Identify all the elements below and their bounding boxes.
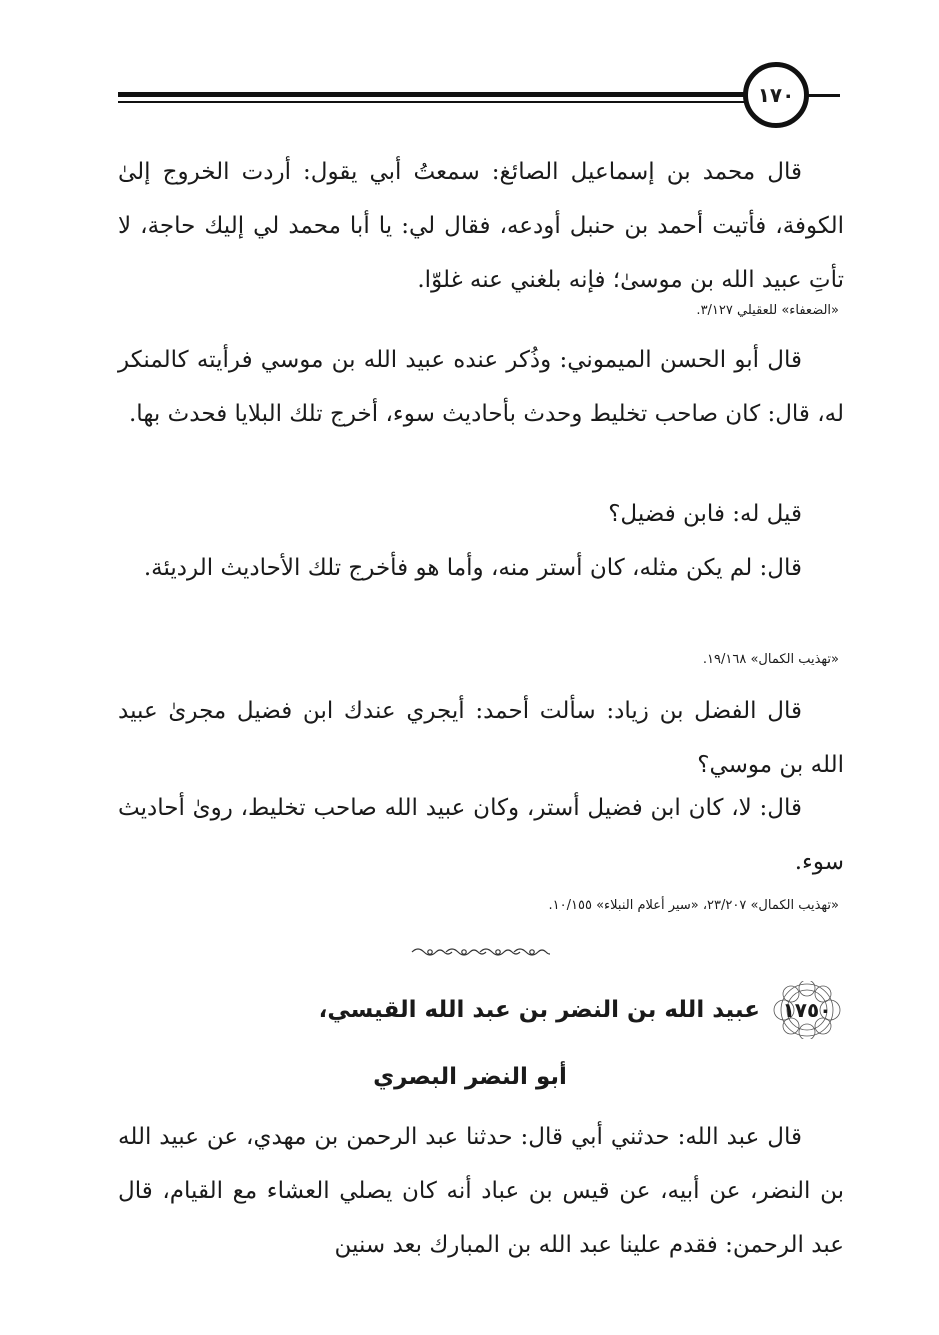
paragraph-7-block [118,1110,844,1272]
paragraph: قال: لم يكن مثله، كان أستر منه، وأما هو فأخرج تلك الأحاديث الرديئة. [143,555,802,581]
entry-subtitle: أبو النضر البصري [373,1064,567,1090]
entry-title: عبيد الله بن النضر بن عبد الله القيسي، [318,997,760,1023]
paragraph-1-block [118,145,844,307]
source-citation: «الضعفاء» للعقيلي ٣/١٢٧. [696,303,839,318]
paragraph-5-block [118,684,844,792]
entry-number-badge [768,981,846,1039]
paragraph-4-block [118,541,844,595]
paragraph: قال عبد الله: حدثني أبي قال: حدثنا عبد الرحمن بن مهدي، عن عبيد الله بن النضر، عن أبيه، عن قيس بن عباد أنه كان يصلي العشاء مع القيام، قال عبد الرحمن: فقدم علينا عبد الله بن المبارك بعد سنين [118,1124,844,1258]
paragraph-3-block [118,488,844,540]
header-rule-thin [118,101,763,103]
paragraph: قال: لا، كان ابن فضيل أستر، وكان عبيد الله صاحب تخليط، روىٰ أحاديث سوء. [118,795,844,875]
ornament-divider [410,945,550,959]
entry-number: ١٧٥٠ [782,998,832,1022]
paragraph-6-block [118,781,844,889]
source-citation: «تهذيب الكمال» ٢٣/٢٠٧، «سير أعلام النبلاء» ١٠/١٥٥. [548,898,839,913]
paragraph: قال محمد بن إسماعيل الصائغ: سمعتُ أبي يقول: أردت الخروج إلىٰ الكوفة، فأتيت أحمد بن حنبل أودعه، فقال لي: يا أبا محمد لي إليك حاجة، لا تأتِ عبيد الله بن موسىٰ؛ فإنه بلغني عنه غلوّا. [118,159,844,293]
page-header [0,0,939,140]
source-citation: «تهذيب الكمال» ١٩/١٦٨. [702,652,839,667]
paragraph-2-block [118,333,844,441]
page-number: ١٧٠ [743,62,809,128]
paragraph: قيل له: فابن فضيل؟ [608,501,802,527]
header-rule-thick [118,92,763,97]
header-rule-right [808,94,840,97]
paragraph: قال الفضل بن زياد: سألت أحمد: أيجري عندك ابن فضيل مجرىٰ عبيد الله بن موسي؟ [118,698,844,778]
paragraph: قال أبو الحسن الميموني: وذُكر عنده عبيد الله بن موسي فرأيته كالمنكر له، قال: كان صاحب تخليط وحدث بأحاديث سوء، أخرج تلك البلايا فحدث بها. [118,347,844,427]
